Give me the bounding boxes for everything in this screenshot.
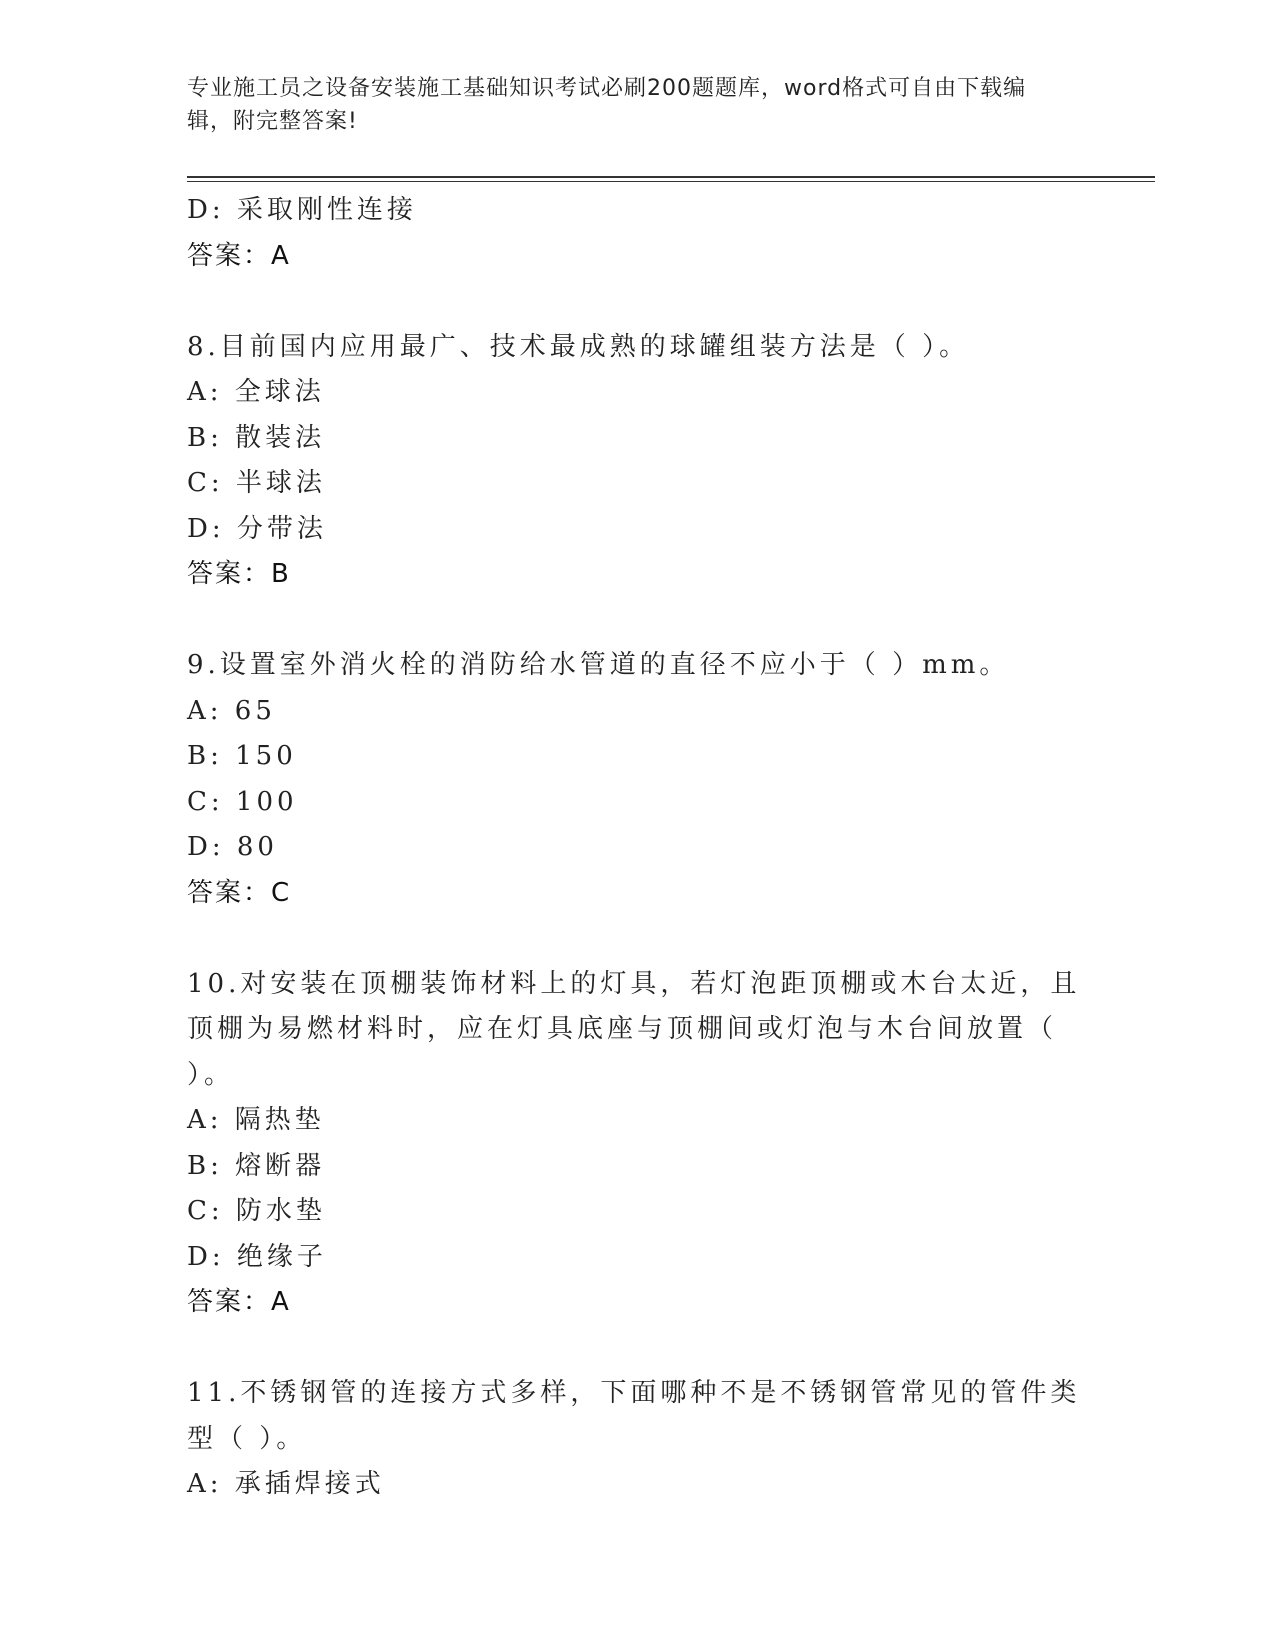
question-10-answer: 答案：A — [187, 1287, 291, 1317]
question-9-option-c: C: 100 — [187, 786, 298, 817]
prev-answer: 答案：A — [187, 240, 291, 271]
spacer — [187, 916, 1087, 962]
spacer — [187, 279, 1087, 325]
spacer — [187, 598, 1087, 644]
question-8-answer: 答案：B — [187, 559, 291, 589]
header-divider-thin — [187, 181, 1155, 182]
question-8-option-c: C: 半球法 — [187, 468, 326, 498]
prev-option-d: D: 采取刚性连接 — [187, 195, 417, 225]
question-9-answer: 答案：C — [187, 877, 292, 908]
header-divider-thick — [187, 176, 1155, 178]
question-8-stem: 8.目前国内应用最广、技术最成熟的球罐组装方法是（ ）。 — [187, 331, 970, 362]
question-11-stem: 11.不锈钢管的连接方式多样，下面哪种不是不锈钢管常见的管件类型（ ）。 — [187, 1378, 1081, 1454]
question-9-option-a: A: 65 — [187, 695, 276, 726]
question-9-option-b: B: 150 — [187, 741, 297, 771]
question-10-option-b: B: 熔断器 — [187, 1150, 326, 1181]
question-9-stem: 9.设置室外消火栓的消防给水管道的直径不应小于（ ）mm。 — [187, 650, 1010, 680]
question-10-option-a: A: 隔热垫 — [187, 1105, 325, 1135]
question-8-option-b: B: 散装法 — [187, 422, 326, 453]
question-8-option-d: D: 分带法 — [187, 513, 327, 544]
question-10-stem: 10.对安装在顶棚装饰材料上的灯具，若灯泡距顶棚或木台太近，且顶棚为易燃材料时，应在灯具底座与顶棚间或灯泡与木台间放置（ ）。 — [187, 968, 1081, 1090]
question-10-option-c: C: 防水垫 — [187, 1196, 326, 1226]
question-11-option-a: A: 承插焊接式 — [187, 1469, 385, 1499]
spacer — [187, 1326, 1087, 1372]
question-9-option-d: D: 80 — [187, 832, 278, 862]
question-8-option-a: A: 全球法 — [187, 377, 325, 407]
question-list — [187, 188, 1087, 1508]
question-10-option-d: D: 绝缘子 — [187, 1241, 327, 1272]
document-header-title: 专业施工员之设备安装施工基础知识考试必刷200题题库，word格式可自由下载编辑，附完整答案! — [187, 76, 1027, 134]
